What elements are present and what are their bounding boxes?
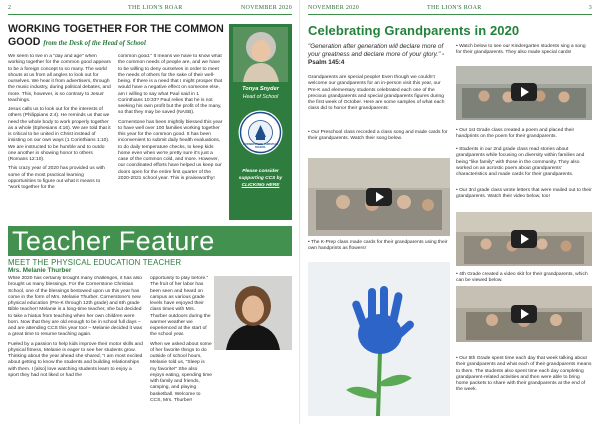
- article-col-1: [8, 54, 111, 224]
- header-date: NOVEMBER 2020: [308, 5, 360, 11]
- support-line-2: supporting CCS by: [238, 176, 283, 181]
- list-item: • Our 3rd grade class wrote letters that were mailed out to their grandparents. Watch their video below, too!: [456, 188, 592, 200]
- support-line-1: Please consider: [242, 169, 279, 174]
- head-of-school-photo: [233, 27, 288, 82]
- item-1: Our 1st Grade class created a poem and placed their handprints on the poem for their grandparents.: [456, 128, 575, 140]
- article-title-line1: WORKING TOGETHER FOR THE COMMON: [8, 23, 224, 35]
- header-publication: THE LION'S ROAR: [128, 5, 183, 11]
- page-header-left: [8, 3, 292, 15]
- list-item: • Watch below to see our Kindergarten students sing a song for their grandparents. They also made special cards!: [456, 44, 586, 56]
- list-item: • Our 1st Grade class created a poem and placed their handprints on the poem for their grandparents.: [456, 128, 575, 140]
- right-page: [300, 0, 600, 424]
- article-title: [8, 23, 238, 50]
- list-item: • Students in our 2nd grade class read stories about grandparents while focusing on diversity within families and being "like family" with those in the community. They also worked on an acrostic poem about grandparents' characteristics and made cards for their grandparents.: [456, 147, 585, 177]
- item-tk: The K-Prep class made cards for their grandparents using their own handprints as flowers!: [308, 240, 448, 252]
- sidebar-role: Head of School: [242, 94, 279, 100]
- handprint-photo: [308, 262, 450, 416]
- article-col-2: [118, 54, 224, 224]
- article-para: Jesus calls us to look out for the interests of others (Philippians 2:4). He reminds us that we need the whole body to work properly together as a whole (Ephesians 4:16). We are told that it is critical to be united in Christ instead of insisting on our own ways (1 Corinthians 1:10). We are instructed to be humble and to outdo one another in showing honor to others (Romans 12:10).: [8, 107, 111, 162]
- item-2: Students in our 2nd grade class read stories about grandparents while focusing on diversity within families and being "like family" with those in the community. They also worked on an acrostic poem about grandparents' characteristics and made cards for their grandparents.: [456, 147, 585, 177]
- header-date: NOVEMBER 2020: [240, 5, 292, 11]
- item-5: Our 5th Grade spent time each day that week talking about their grandparents and what each of their grandparents means to them. The students also spent time each day completing grandparent-related activities and then were able to bring home packets to share with their grandparents at the end of the week.: [456, 356, 592, 393]
- head-of-school-sidebar: [229, 24, 292, 220]
- item-4: 4th Grade created a video skit for their grandparents, which can be viewed below.: [456, 272, 588, 284]
- article-para: common good." It means we have to know what the common needs of people are, and we have to be willing to deny ourselves in order to meet the needs of others for the sake of their well-being. If there is a need that I might prosper that would have a negative effect on someone else, am I willing to say what Paul said in 1 Corinthians 10:33? Paul relies that he is not seeking his own profit but the profit of the many, so that they may be saved (NASB).: [118, 54, 223, 116]
- teacher-photo: [214, 276, 292, 350]
- item-3: Our 3rd grade class wrote letters that were mailed out to their grandparents. Watch their video below, too!: [456, 188, 592, 200]
- list-item: • Our Preschool class recorded a class song and made cards for their grandparents. Watch their song below.: [308, 130, 448, 142]
- list-item: • 4th Grade created a video skit for their grandparents, which can be viewed below.: [456, 272, 588, 284]
- teacher-para: When we asked about some of her favorite things to do outside of school hours, Melanie told us, "Sleep is my favorite!" She also enjoys eating, spending time with family and friends, camping, and playing basketball. Welcome to CCS, Mrs. Thurber!: [150, 341, 212, 403]
- page-header-right: [308, 3, 592, 15]
- article-title-line2: GOOD: [8, 36, 41, 48]
- psalm-quote: [308, 43, 450, 67]
- teacher-para: While 2020 has certainly brought many challenges, it has also brought us many blessings. For the Cornerstone Christian School, one of the blessings bestowed upon us this year has come in the form of Mrs. Melanie Thurber. Cornerstone's new physical education (Pre-K through 12th grade) and 6th grade Bible teacher! Melanie is a long-time teacher, she but decided to take a hiatus from teaching when her own children were born. Now that they are old enough to be in school full days – and are attending CCS this year too! – Melanie decided it was a great time to resume teaching again.: [8, 276, 143, 338]
- video-thumbnail[interactable]: [308, 158, 450, 236]
- list-item: • The K-Prep class made cards for their grandparents using their own handprints as flowers!: [308, 240, 448, 252]
- grandparents-title: Celebrating Grandparents in 2020: [308, 23, 520, 38]
- intro-text: Grandparents are special people! Even though we couldn't welcome our grandparents for an in-person visit this year, our Pre-K and elementary students celebrated each one of the precious grandparents and special grandparents figures during the first week of October. Here are some samples of what each class did to honor their grandparents:: [308, 75, 445, 112]
- page-number: 2: [8, 5, 12, 11]
- teacher-para: Fueled by a passion to help kids improve their motor skills and physical fitness, Melanie is eager to see her students grow. Thinking about the year ahead she shared, "I am most excited about getting to know the students and building relationships with them. I [also] love watching students learn to enjoy a sport they had not liked or had the: [8, 341, 143, 378]
- video-thumbnail[interactable]: [456, 286, 592, 342]
- quote-ref: -Psalm 145:4: [308, 51, 445, 66]
- sidebar-name: Tonya Snyder: [242, 86, 279, 92]
- school-seal: [238, 110, 283, 155]
- seal-text: CORNERSTONE CHRISTIAN SCHOOL: [243, 143, 278, 149]
- article-para: Cornerstone has been mightily blessed this year to have well over 100 families working together this year for the common good. It has been inconvenient to submit daily health evaluations, to do daily temperature checks, to keep kids home even when we're pretty sure it's just a case of the common cold, and more. However, our coordinated efforts have helped us keep our doors open for the entire first quarter of the 2020-2021 school year. This is praiseworthy!: [118, 119, 223, 181]
- video-thumbnail[interactable]: [456, 212, 592, 266]
- article-para: This crazy year of 2020 has provided us with some of the most practical learning opportunities to figure out what it means to "work together for the: [8, 166, 105, 190]
- support-link[interactable]: CLICKING HERE: [241, 183, 280, 188]
- quote-text: "Generation after generation will declare more of your greatness and declare more of your glory.": [308, 43, 444, 58]
- banner-title: Teacher Feature: [12, 226, 215, 256]
- teacher-col-2: [150, 276, 212, 422]
- article-title-from: from the Desk of the Head of School: [43, 40, 146, 47]
- teacher-para: opportunity to play before." The fruit of her labor has been seen and heard on campus as various grade levels have enjoyed their class times with Mrs. Thurber outdoors during the warmer weather we experienced at the start of the school year.: [150, 276, 211, 338]
- header-publication: THE LION'S ROAR: [427, 5, 482, 11]
- item-k: Watch below to see our Kindergarten students sing a song for their grandparents. They also made special cards!: [456, 44, 586, 56]
- video-thumbnail[interactable]: [456, 66, 592, 120]
- teacher-subtitle: MEET THE PHYSICAL EDUCATION TEACHER: [8, 258, 182, 267]
- page-number: 3: [588, 5, 592, 11]
- list-item: • Our 5th Grade spent time each day that week talking about their grandparents and what each of their grandparents means to them. The students also spent time each day completing grandparent-related activities and then were able to bring home packets to share with their grandparents at the end of the week.: [456, 356, 592, 393]
- support-callout: [229, 168, 292, 189]
- item-prek: Our Preschool class recorded a class song and made cards for their grandparents. Watch their song below.: [308, 130, 448, 142]
- article-para: We seem to live in a "day and age" when working together for the common good appears to be a foreign concept to so many. The world shouts at us from all angles to look out for ourselves. We hear it from advertisers, through the music industry, during political debates, and more. This, however, is so contrary to Jesus' teachings.: [8, 54, 111, 103]
- teacher-col-1: [8, 276, 143, 422]
- teacher-feature-banner: [8, 226, 292, 256]
- teacher-name: Mrs. Melanie Thurber: [8, 267, 72, 274]
